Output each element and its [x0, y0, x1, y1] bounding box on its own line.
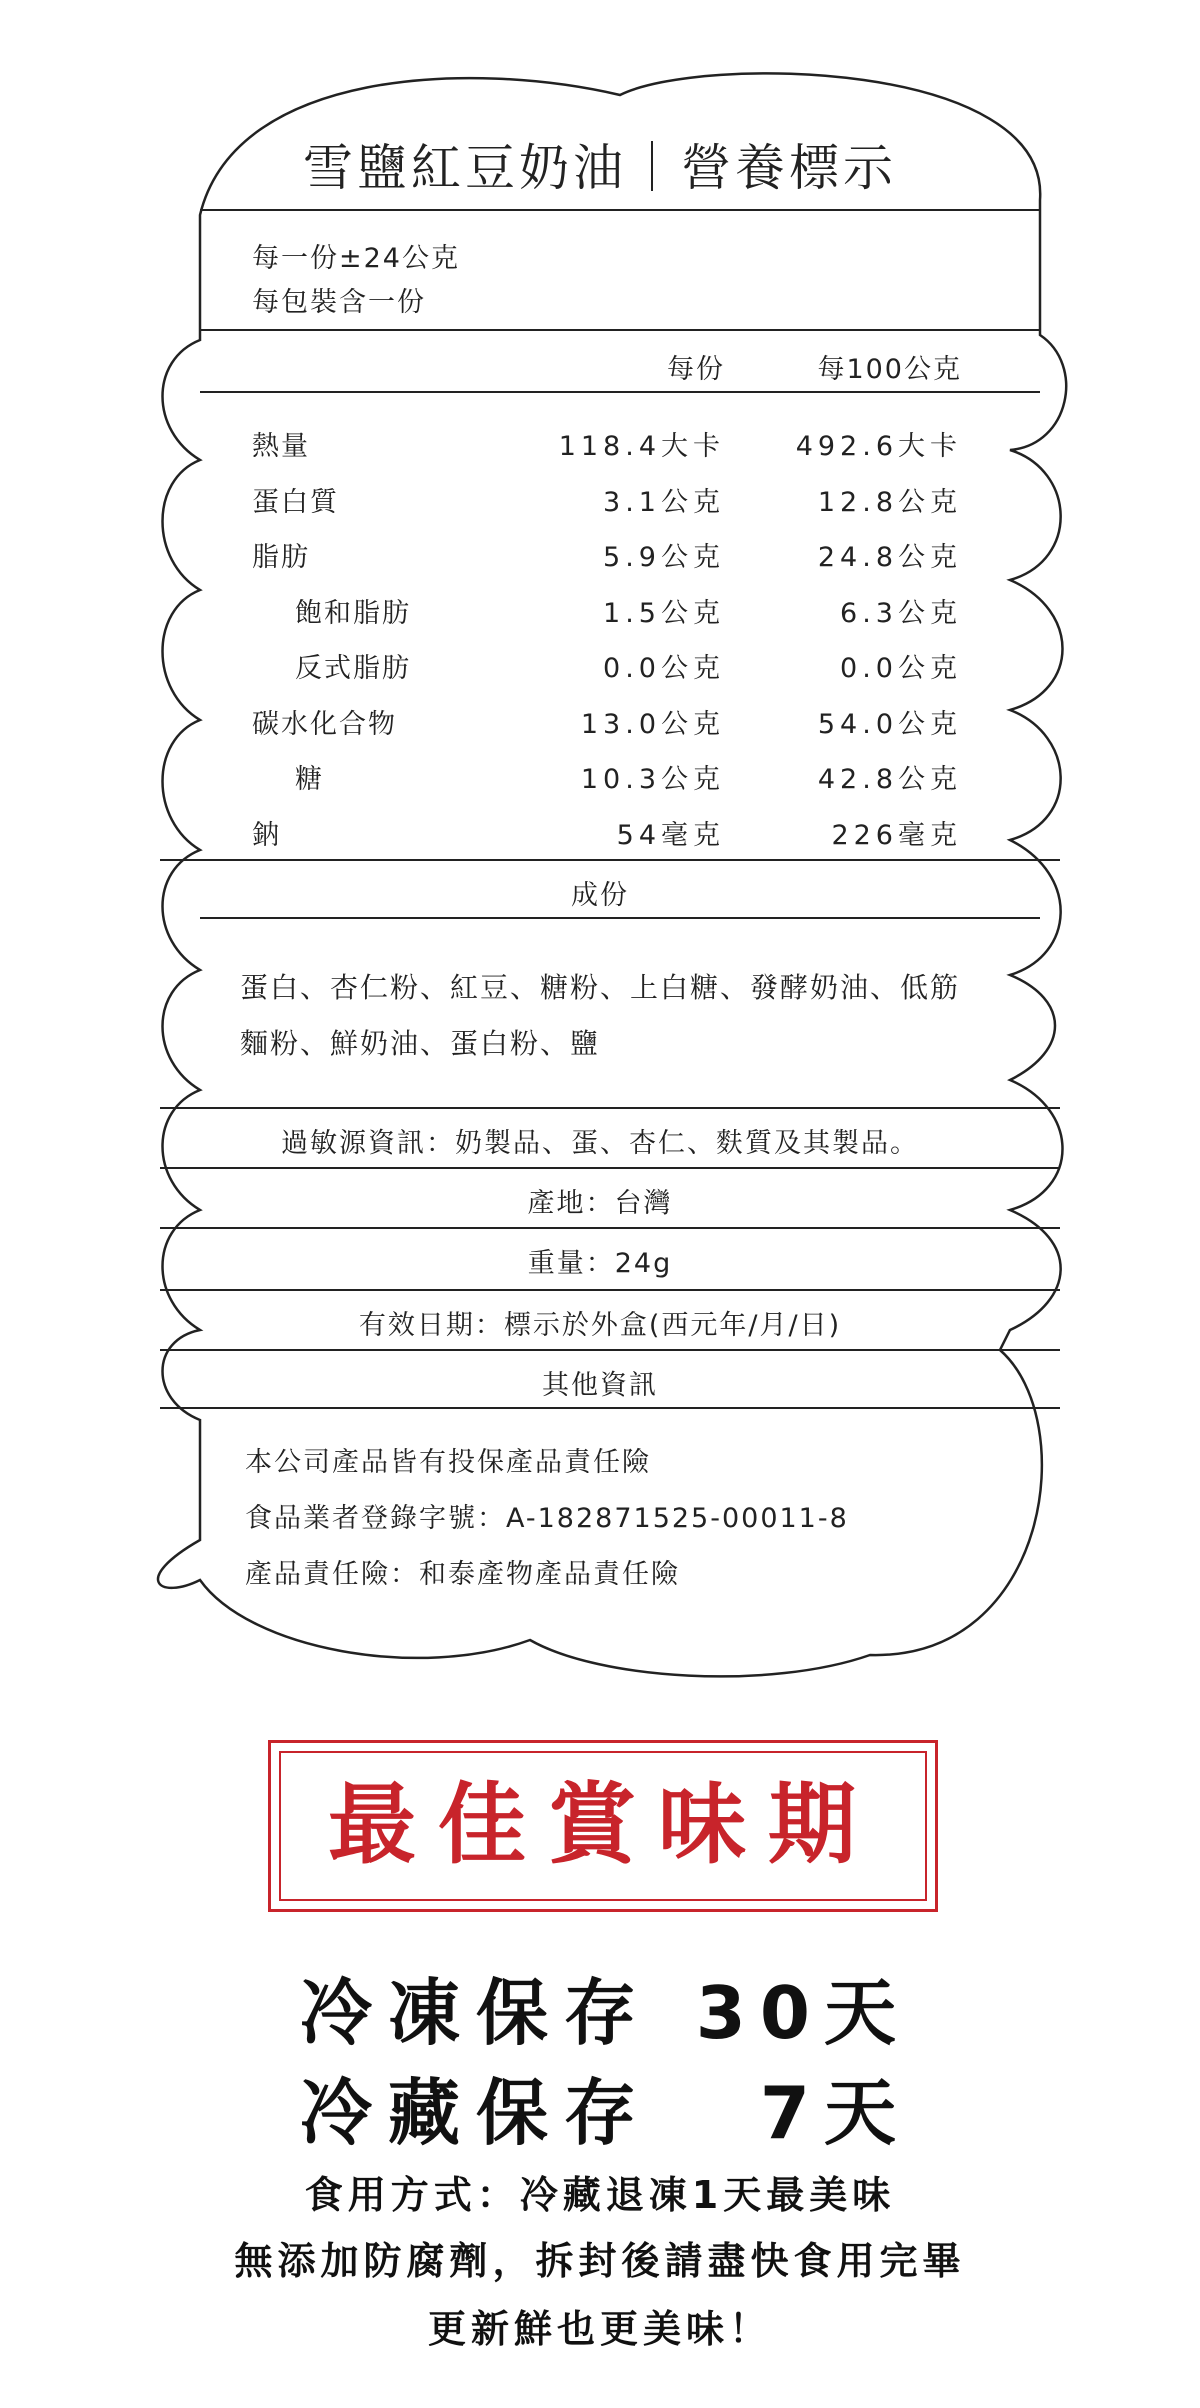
usage-method: 食用方式：冷藏退凍1天最美味	[304, 2173, 896, 2217]
nutrient-name: 脂肪	[252, 542, 310, 573]
origin: 產地：台灣	[527, 1188, 673, 1219]
nutrient-per-serving: 5.9公克	[603, 542, 725, 573]
insurance-statement: 本公司產品皆有投保產品責任險	[245, 1447, 651, 1478]
nutrient-per-serving: 10.3公克	[580, 764, 725, 795]
serving-size: 每一份±24公克	[252, 243, 460, 274]
nutrient-per-serving: 1.5公克	[603, 598, 725, 629]
nutrient-per-100g: 6.3公克	[840, 598, 962, 629]
header-per-serving: 每份	[667, 354, 725, 385]
refrigerated-storage-days: 7天	[759, 2071, 910, 2155]
nutrient-name: 鈉	[252, 820, 281, 851]
nutrient-per-100g: 54.0公克	[817, 709, 962, 740]
nutrient-name: 糖	[295, 764, 324, 795]
nutrient-per-serving: 118.4大卡	[558, 431, 725, 462]
nutrient-name: 飽和脂肪	[295, 598, 411, 629]
nutrient-name: 蛋白質	[252, 487, 339, 518]
frozen-storage-label: 冷凍保存	[300, 1971, 653, 2055]
page-title: 雪鹽紅豆奶油｜營養標示	[303, 139, 897, 197]
header-per-100g: 每100公克	[817, 354, 962, 385]
nutrient-name: 反式脂肪	[295, 653, 411, 684]
servings-per-package: 每包裝含一份	[252, 287, 426, 318]
expiry-date: 有效日期：標示於外盒(西元年/月/日)	[358, 1310, 842, 1341]
nutrient-name: 熱量	[252, 431, 310, 462]
best-before-heading: 最佳賞味期	[327, 1773, 878, 1876]
nutrient-per-100g: 42.8公克	[817, 764, 962, 795]
nutrient-per-100g: 492.6大卡	[795, 431, 962, 462]
allergen-info: 過敏源資訊：奶製品、蛋、杏仁、麩質及其製品。	[281, 1128, 919, 1159]
nutrient-name: 碳水化合物	[252, 709, 397, 740]
nutrient-per-serving: 3.1公克	[603, 487, 725, 518]
liability-insurer: 產品責任險：和泰產物產品責任險	[245, 1559, 680, 1590]
refrigerated-storage-label: 冷藏保存	[300, 2071, 653, 2155]
ingredients-line-1: 蛋白、杏仁粉、紅豆、糖粉、上白糖、發酵奶油、低筋	[240, 971, 961, 1004]
nutrient-per-100g: 0.0公克	[840, 653, 962, 684]
nutrient-per-100g: 24.8公克	[817, 542, 962, 573]
preservative-notice: 無添加防腐劑，拆封後請盡快食用完畢	[234, 2239, 966, 2283]
nutrient-per-serving: 0.0公克	[603, 653, 725, 684]
other-info-heading: 其他資訊	[542, 1370, 658, 1401]
freshness-note: 更新鮮也更美味！	[427, 2307, 772, 2351]
nutrient-per-serving: 54毫克	[616, 820, 725, 851]
nutrient-per-100g: 12.8公克	[817, 487, 962, 518]
nutrient-per-100g: 226毫克	[831, 820, 962, 851]
ingredients-line-2: 麵粉、鮮奶油、蛋白粉、鹽	[240, 1027, 601, 1060]
net-weight: 重量：24g	[527, 1248, 673, 1279]
ingredients-heading: 成份	[571, 880, 629, 911]
frozen-storage-days: 30天	[695, 1971, 910, 2055]
nutrient-per-serving: 13.0公克	[580, 709, 725, 740]
registration-number: 食品業者登錄字號：A-182871525-00011-8	[245, 1503, 849, 1534]
